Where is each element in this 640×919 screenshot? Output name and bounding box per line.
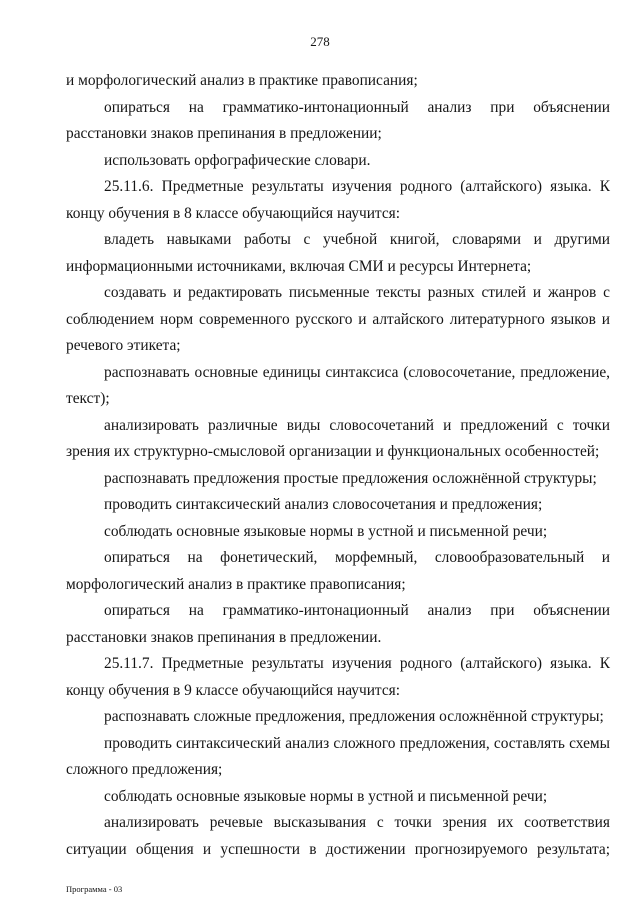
paragraph: опираться на фонетический, морфемный, словообразовательный и морфологический анализ в практике правописания; <box>66 549 610 593</box>
paragraph: соблюдать основные языковые нормы в устной и письменной речи; <box>104 522 548 540</box>
section-heading-25-11-6: 25.11.6. Предметные результаты изучения родного (алтайского) языка. К концу обучения в 8 классе обучающийся научится: <box>66 178 610 222</box>
paragraph: создавать и редактировать письменные тексты разных стилей и жанров с соблюдением норм современного русского и алтайского литературного языков и речевого этикета; <box>66 284 610 354</box>
paragraph: распознавать основные единицы синтаксиса (словосочетание, предложение, текст); <box>66 363 610 407</box>
footer-label: Программа - 03 <box>66 884 123 894</box>
paragraph: и морфологический анализ в практике правописания; <box>66 72 418 89</box>
paragraph: проводить синтаксический анализ сложного предложения, составлять схемы сложного предложения; <box>66 734 610 778</box>
section-heading-25-11-7: 25.11.7. Предметные результаты изучения родного (алтайского) языка. К концу обучения в 9 классе обучающийся научится: <box>66 655 610 699</box>
paragraph: опираться на грамматико-интонационный анализ при объяснении расстановки знаков препинания в предложении. <box>66 602 610 646</box>
paragraph: распознавать предложения простые предложения осложнённой структуры; <box>104 469 597 487</box>
paragraph: использовать орфографические словари. <box>104 151 371 169</box>
document-body <box>66 68 610 863</box>
paragraph: опираться на грамматико-интонационный анализ при объяснении расстановки знаков препинания в предложении; <box>66 98 610 142</box>
paragraph: анализировать речевые высказывания с точки зрения их соответствия ситуации общения и успешности в достижении прогнозируемого результата; <box>66 814 610 858</box>
paragraph: проводить синтаксический анализ словосочетания и предложения; <box>104 496 543 513</box>
page-number: 278 <box>310 34 330 49</box>
paragraph: анализировать различные виды словосочетаний и предложений с точки зрения их структурно-смысловой организации и функциональных особенностей; <box>66 416 610 460</box>
paragraph: владеть навыками работы с учебной книгой, словарями и другими информационными источниками, включая СМИ и ресурсы Интернета; <box>66 231 610 275</box>
paragraph: распознавать сложные предложения, предложения осложнённой структуры; <box>104 708 604 725</box>
paragraph: соблюдать основные языковые нормы в устной и письменной речи; <box>104 787 548 805</box>
